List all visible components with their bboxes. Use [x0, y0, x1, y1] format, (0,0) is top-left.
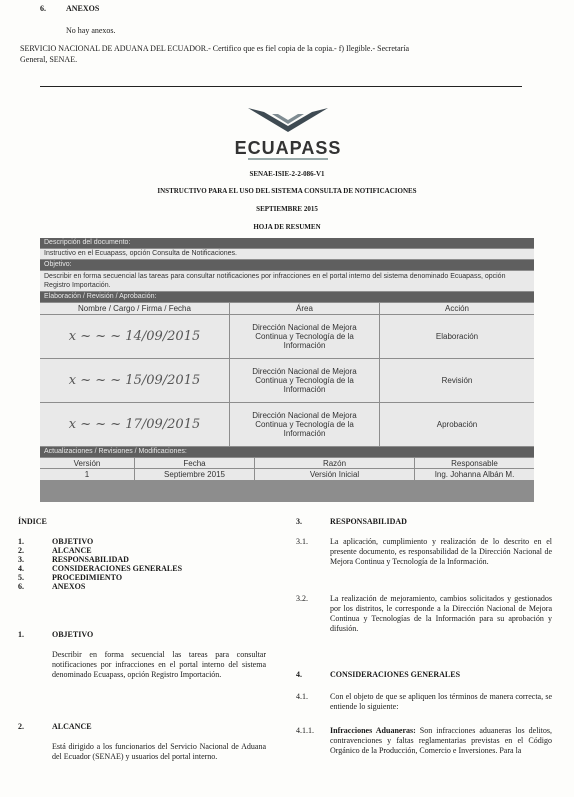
table-row — [40, 469, 534, 480]
col-area: Área — [230, 303, 380, 314]
area-1: Dirección Nacional de Mejora Continua y Tecnología de la Información — [230, 315, 380, 358]
r411-lead: Infracciones Aduaneras: — [330, 726, 416, 735]
cons-title: CONSIDERACIONES GENERALES — [330, 670, 461, 679]
elab-col-headers — [40, 303, 534, 314]
index-num: 1. — [18, 537, 24, 546]
desc-text: Instructivo en el Ecuapass, opción Consulta de Notificaciones. — [40, 249, 534, 259]
mod-razon: Versión Inicial — [255, 469, 415, 480]
r31-body: La aplicación, cumplimiento y realización de lo descrito en el presente documento, es responsabilidad de la Dirección Nacional de Mejora Continua y Tecnología de la Información. — [330, 537, 552, 566]
col-fecha: Fecha — [135, 458, 255, 468]
signature-2: x ~ ~ ~ 15/09/2015 — [40, 359, 230, 402]
table-row — [40, 315, 534, 358]
list-item — [18, 582, 268, 591]
scope-body: Está dirigido a los funcionarios del Servicio Nacional de Aduana del Ecuador (SENAE) y usuarios del portal interno. — [52, 742, 266, 761]
certification-line-2: General, SENAE. — [20, 55, 78, 64]
index-label: ANEXOS — [52, 582, 86, 591]
index-label: RESPONSABILIDAD — [52, 555, 129, 564]
logo-text: ECUAPASS — [234, 138, 342, 158]
action-3: Aprobación — [436, 420, 478, 429]
action-1: Elaboración — [435, 332, 479, 341]
index-num: 2. — [18, 546, 24, 555]
no-annex-text: No hay anexos. — [66, 26, 116, 35]
doc-code: SENAE-ISIE-2-2-086-V1 — [249, 170, 325, 178]
doc-date: SEPTIEMBRE 2015 — [256, 205, 318, 213]
col-action: Acción — [444, 304, 469, 313]
signature-3: x ~ ~ ~ 17/09/2015 — [40, 403, 230, 446]
logo-underline — [248, 158, 328, 160]
table-row — [40, 403, 534, 446]
scope-title: ALCANCE — [52, 722, 92, 731]
objective-text: Describir en forma secuencial las tareas para consultar notificaciones por infracciones en el portal interno del sistema denominado Ecuapass, opción Registro Importación. — [40, 271, 534, 291]
resp-title: RESPONSABILIDAD — [330, 517, 407, 526]
r32-num: 3.2. — [296, 594, 308, 603]
index-label: CONSIDERACIONES GENERALES — [52, 564, 183, 573]
col-responsable: Responsable — [451, 458, 498, 468]
mods-header: Actualizaciones / Revisiones / Modificaciones: — [40, 447, 534, 457]
section-number: 6. — [40, 4, 46, 13]
r411-body — [330, 726, 552, 756]
wing-icon — [228, 104, 348, 140]
list-item — [18, 573, 268, 582]
col-name: Nombre / Cargo / Firma / Fecha — [40, 303, 230, 314]
r32-body: La realización de mejoramiento, cambios solicitados y gestionados por los distritos, le corresponde a la Dirección Nacional de Mejora Continua y Tecnologías de la Información para su aprobación y difusión. — [330, 594, 552, 633]
area-3: Dirección Nacional de Mejora Continua y Tecnología de la Información — [230, 403, 380, 446]
objective-title: OBJETIVO — [52, 630, 94, 639]
index-num: 5. — [18, 573, 24, 582]
table-row — [40, 359, 534, 402]
list-item — [18, 537, 268, 546]
list-item — [18, 555, 268, 564]
certification-line-1: SERVICIO NACIONAL DE ADUANA DEL ECUADOR.- Certifico que es fiel copia de la copia.- f) Ilegible.- Secretaría — [20, 44, 410, 53]
list-item — [18, 546, 268, 555]
col-razon: Razón — [255, 458, 415, 468]
resp-num: 3. — [296, 517, 302, 526]
index-label: PROCEDIMIENTO — [52, 573, 123, 582]
doc-title: INSTRUCTIVO PARA EL USO DEL SISTEMA CONSULTA DE NOTIFICACIONES — [157, 187, 417, 195]
cons-num: 4. — [296, 670, 302, 679]
index-num: 4. — [18, 564, 24, 573]
ecuapass-logo — [228, 104, 348, 162]
index-list — [18, 537, 268, 591]
desc-header: Descripción del documento: — [40, 238, 534, 248]
index-num: 3. — [18, 555, 24, 564]
objective-header: Objetivo: — [40, 260, 534, 270]
index-label: OBJETIVO — [52, 537, 94, 546]
index-title: ÍNDICE — [18, 517, 47, 526]
signature-1: x ~ ~ ~ 14/09/2015 — [40, 315, 230, 358]
r411-num: 4.1.1. — [296, 726, 314, 735]
list-item — [18, 564, 268, 573]
mod-version: 1 — [40, 469, 135, 480]
objective-num: 1. — [18, 630, 24, 639]
mod-fecha: Septiembre 2015 — [135, 469, 255, 480]
col-version: Versión — [40, 458, 135, 468]
r31-num: 3.1. — [296, 537, 308, 546]
r41-num: 4.1. — [296, 692, 308, 701]
area-2: Dirección Nacional de Mejora Continua y Tecnología de la Información — [230, 359, 380, 402]
r41-body: Con el objeto de que se apliquen los términos de manera correcta, se entiende lo siguiente: — [330, 692, 552, 711]
section-title: ANEXOS — [66, 4, 100, 13]
action-2: Revisión — [441, 376, 473, 385]
scope-num: 2. — [18, 722, 24, 731]
index-label: ALCANCE — [52, 546, 92, 555]
index-num: 6. — [18, 582, 24, 591]
doc-subtitle: HOJA DE RESUMEN — [253, 223, 321, 231]
summary-table — [40, 238, 534, 502]
elab-header: Elaboración / Revisión / Aprobación: — [40, 292, 534, 302]
mods-col-headers — [40, 458, 534, 468]
r411-text: Son infracciones aduaneras los delitos, contravenciones y faltas reglamentarias previstas en el Código Orgánico de la Producción, Comercio e Inversiones. Para la — [330, 726, 553, 755]
mod-responsable: Ing. Johanna Albán M. — [434, 470, 515, 479]
objective-body: Describir en forma secuencial las tareas para consultar notificaciones por infracciones en el portal interno del sistema denominado Ecuapass, opción Registro Importación. — [52, 650, 266, 679]
divider — [40, 86, 522, 87]
